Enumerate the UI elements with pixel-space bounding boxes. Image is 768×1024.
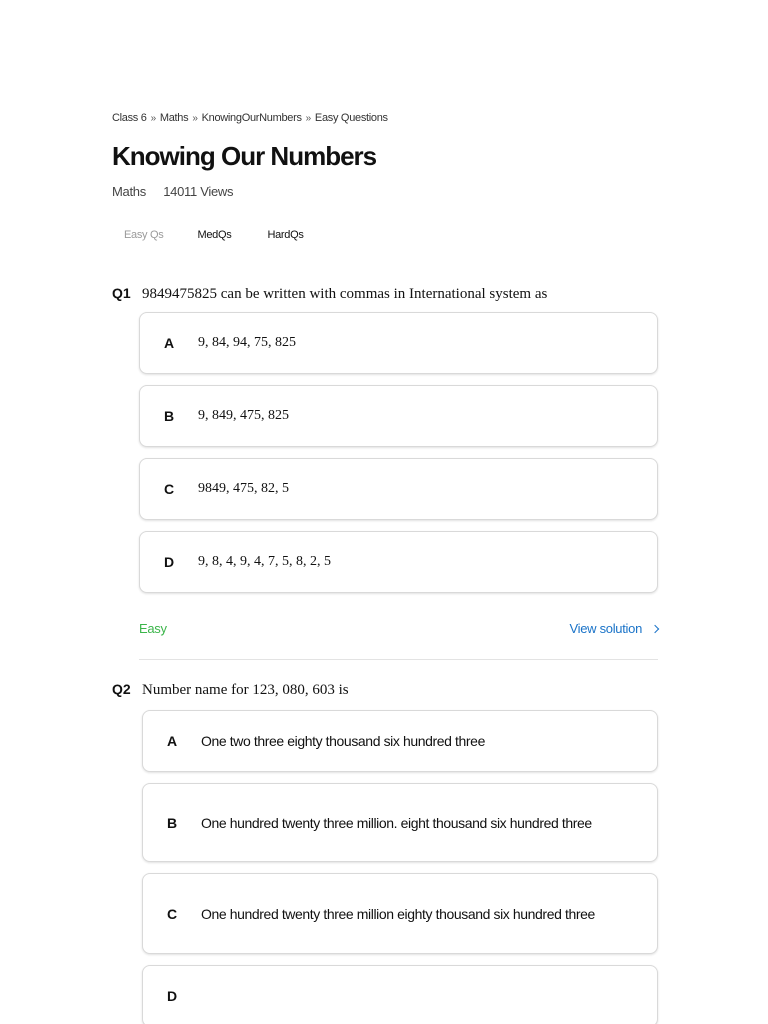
question-1-footer [139,621,658,636]
question-1-options [139,312,658,604]
option-b[interactable] [142,783,658,862]
divider [139,659,658,660]
option-b[interactable] [139,385,658,447]
breadcrumb-separator: » [192,112,198,124]
question-number: Q2 [112,681,131,697]
option-text: 9, 84, 94, 75, 825 [198,335,296,350]
option-text: One hundred twenty three million. eight thousand six hundred three [201,814,592,831]
view-solution-link[interactable] [570,621,658,636]
option-a[interactable] [139,312,658,374]
breadcrumb-chapter[interactable]: KnowingOurNumbers [201,112,302,124]
breadcrumb-separator: » [150,112,156,124]
question-1 [112,285,547,303]
breadcrumb [112,112,388,124]
option-text: One hundred twenty three million eighty thousand six hundred three [201,905,595,922]
option-d[interactable] [142,965,658,1024]
question-number: Q1 [112,285,131,301]
option-letter: A [163,335,175,351]
option-a[interactable] [142,710,658,772]
option-letter: C [163,481,175,497]
breadcrumb-subject[interactable]: Maths [159,112,189,124]
option-letter: D [163,554,175,570]
view-solution-label: View solution [569,621,642,636]
difficulty-tabs [124,229,304,241]
tab-medium[interactable]: MedQs [197,229,232,241]
page-meta [112,184,233,199]
chevron-right-icon [651,624,659,632]
breadcrumb-separator: » [305,112,311,124]
tab-easy[interactable]: Easy Qs [124,229,164,241]
difficulty-badge: Easy [139,621,167,636]
tab-hard[interactable]: HardQs [267,229,304,241]
views-count: 14011 Views [163,184,234,199]
option-letter: B [166,814,178,831]
option-letter: B [163,408,175,424]
option-text: One two three eighty thousand six hundred three [201,733,485,749]
option-d[interactable] [139,531,658,593]
question-text: Number name for 123, 080, 603 is [142,682,349,698]
option-text: 9849, 475, 82, 5 [198,481,289,496]
question-2 [112,681,349,699]
breadcrumb-class[interactable]: Class 6 [112,112,147,124]
option-letter: D [166,988,178,1004]
option-c[interactable] [142,873,658,954]
question-text: 9849475825 can be written with commas in International system as [142,286,548,302]
breadcrumb-current[interactable]: Easy Questions [314,112,388,124]
option-c[interactable] [139,458,658,520]
page-title: Knowing Our Numbers [112,141,377,171]
question-2-options [142,710,658,1024]
option-letter: A [166,733,178,749]
subject-label: Maths [112,184,146,199]
option-text: 9, 849, 475, 825 [198,408,289,423]
option-letter: C [166,905,178,922]
option-text: 9, 8, 4, 9, 4, 7, 5, 8, 2, 5 [198,554,331,569]
